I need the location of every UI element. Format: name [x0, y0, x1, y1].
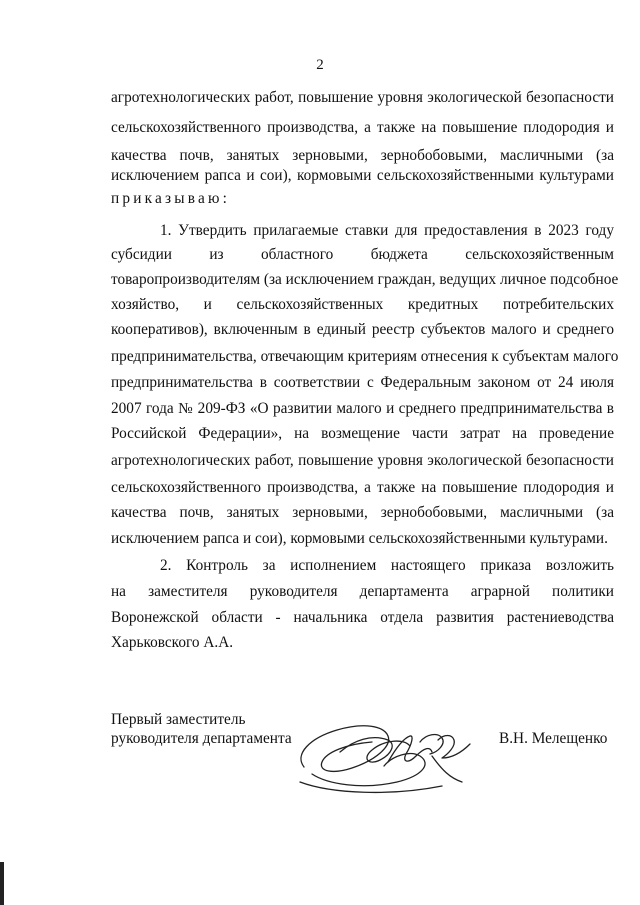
text-line: исключением рапса и сои), кормовыми сельскохозяйственными культурами. [111, 530, 608, 547]
order-word: приказываю: [111, 190, 231, 207]
text-line: товаропроизводителям (за исключением граждан, ведущих личное подсобное [111, 271, 619, 288]
text-line: качества почв, занятых зерновыми, зернобобовыми, масличными (за [111, 147, 614, 164]
signatory-name: В.Н. Мелещенко [499, 730, 608, 747]
paragraph-1-start: 1. Утвердить прилагаемые ставки для предоставления в 2023 году [160, 222, 614, 239]
text-line: кооперативов), включенным в единый реестр субъектов малого и среднего [111, 321, 614, 338]
text-line: на заместителя руководителя департамента аграрной политики [111, 583, 614, 600]
text-line: сельскохозяйственного производства, а также на повышение плодородия и [111, 119, 614, 136]
text-line: хозяйство, и сельскохозяйственных кредитных потребительских [111, 296, 614, 313]
text-line: Российской Федерации», на возмещение части затрат на проведение [111, 425, 614, 442]
text-line: исключением рапса и сои), кормовыми сельскохозяйственными культурами [111, 167, 614, 184]
text-line: сельскохозяйственного производства, а также на повышение плодородия и [111, 479, 614, 496]
text-line: агротехнологических работ, повышение уровня экологической безопасности [111, 89, 614, 106]
text-line: агротехнологических работ, повышение уровня экологической безопасности [111, 452, 614, 469]
text-line: 2007 года № 209-ФЗ «О развитии малого и среднего предпринимательства в [111, 400, 614, 417]
handwritten-signature [292, 712, 482, 797]
scan-edge-mark [0, 862, 4, 905]
signatory-position-line-1: Первый заместитель [111, 711, 246, 728]
text-line: предпринимательства, отвечающим критериям отнесения к субъектам малого [111, 348, 619, 365]
text-line: Харьковского А.А. [111, 634, 234, 651]
text-line: предпринимательства в соответствии с Федеральным законом от 24 июля [111, 374, 614, 391]
text-line: субсидии из областного бюджета сельскохозяйственным [111, 246, 614, 263]
signatory-position-line-2: руководителя департамента [111, 730, 292, 747]
text-line: Воронежской области - начальника отдела развития растениеводства [111, 609, 614, 626]
text-line: качества почв, занятых зерновыми, зернобобовыми, масличными (за [111, 504, 614, 521]
paragraph-2-start: 2. Контроль за исполнением настоящего приказа возложить [160, 557, 614, 574]
page-number: 2 [316, 57, 324, 73]
